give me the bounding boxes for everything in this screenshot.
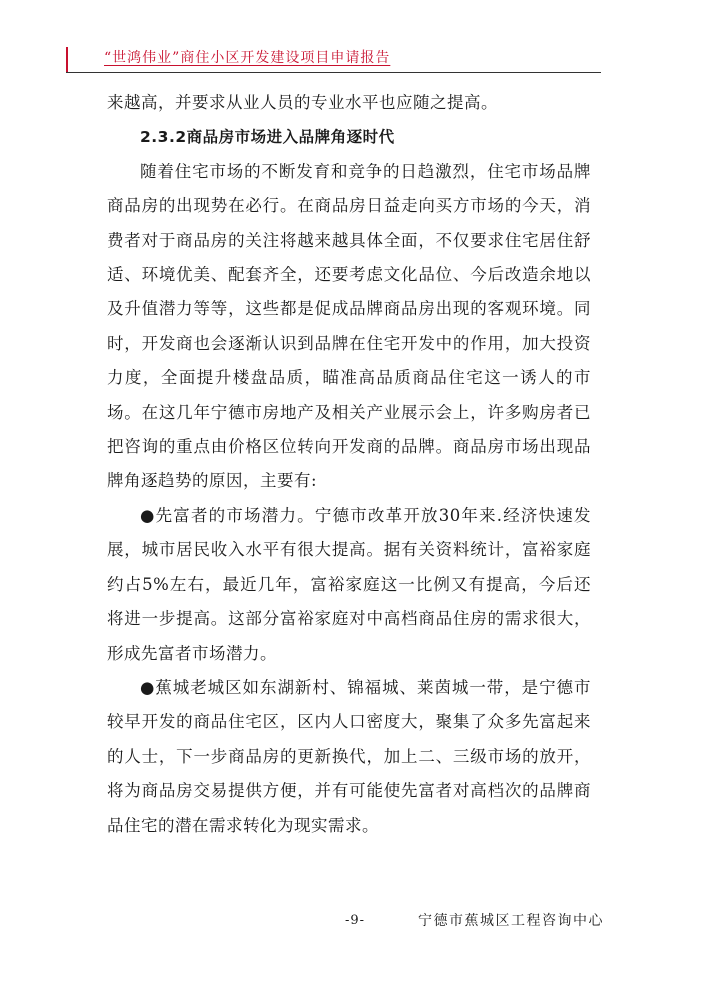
page-number: -9- bbox=[345, 913, 366, 928]
header-rule bbox=[66, 72, 601, 73]
footer-organization: 宁德市蕉城区工程咨询中心 bbox=[418, 913, 604, 929]
header-title: “世鸿伟业”商住小区开发建设项目申请报告 bbox=[104, 50, 391, 66]
body-content bbox=[107, 86, 591, 843]
bullet-wealthy-market: ●先富者的市场潜力。宁德市改革开放30年来.经济快速发展，城市居民收入水平有很大提高。据有关资料统计，富裕家庭约占5%左右，最近几年，富裕家庭这一比例又有提高，今后还将进一步提高。这部分富裕家庭对中高档商品住房的需求很大，形成先富者市场潜力。 bbox=[107, 505, 591, 663]
paragraph-continuation: 来越高，并要求从业人员的专业水平也应随之提高。 bbox=[107, 93, 498, 112]
paragraph-brand-era: 随着住宅市场的不断发育和竞争的日趋激烈，住宅市场品牌商品房的出现势在必行。在商品房日益走向买方市场的今天，消费者对于商品房的关注将越来越具体全面，不仅要求住宅居住舒适、环境优美、配套齐全，还要考虑文化品位、今后改造余地以及升值潜力等等，这些都是促成品牌商品房出现的客观环境。同时，开发商也会逐渐认识到品牌在住宅开发中的作用，加大投资力度，全面提升楼盘品质，瞄准高品质商品住宅这一诱人的市场。在这几年宁德市房地产及相关产业展示会上，许多购房者已把咨询的重点由价格区位转向开发商的品牌。商品房市场出现品牌角逐趋势的原因，主要有: bbox=[107, 161, 591, 491]
header-accent-bar bbox=[66, 47, 68, 73]
bullet-old-city-district: ●蕉城老城区如东湖新村、锦福城、莱茵城一带，是宁德市较早开发的商品住宅区，区内人口密度大，聚集了众多先富起来的人士，下一步商品房的更新换代，加上二、三级市场的放开，将为商品房交易提供方便，并有可能使先富者对高档次的品牌商品住宅的潜在需求转化为现实需求。 bbox=[107, 677, 591, 835]
section-heading: 2.3.2商品房市场进入品牌角逐时代 bbox=[140, 128, 395, 147]
